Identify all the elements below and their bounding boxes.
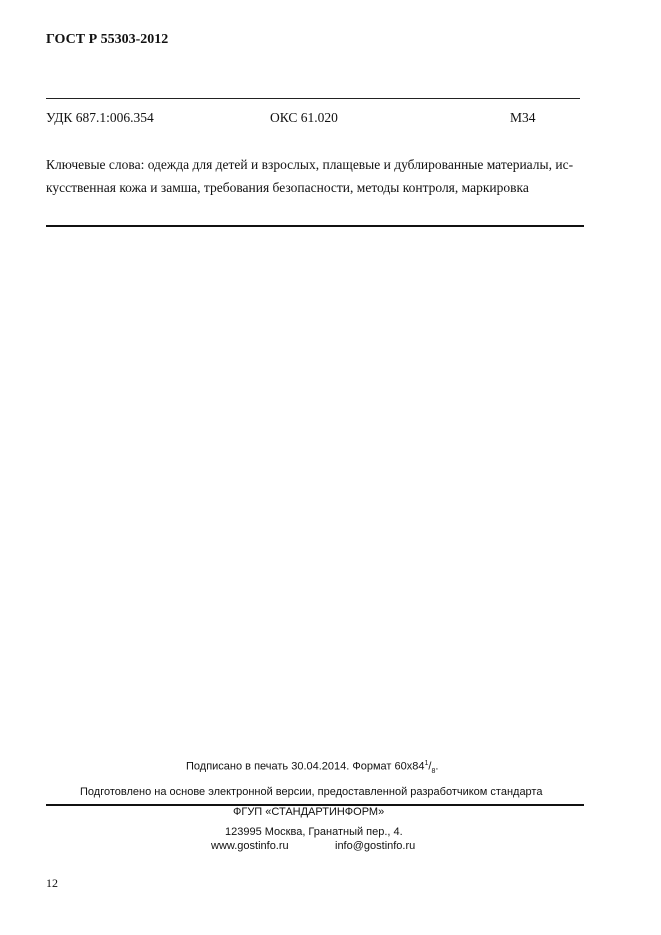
page-number: 12 — [46, 876, 58, 890]
print-signature-line: Подписано в печать 30.04.2014. Формат $60x84^1/_8$. — [186, 760, 439, 775]
header-divider — [46, 98, 580, 99]
publisher-name: ФГУП «СТАНДАРТИНФОРМ» — [233, 806, 385, 818]
group-code: М34 — [510, 110, 536, 125]
signed-text: Подписано в печать 30.04.2014. Формат 60x84 — [186, 760, 425, 773]
keywords-block — [46, 153, 586, 199]
udk-code: УДК 687.1:006.354 — [46, 110, 154, 125]
signed-suffix: . — [435, 760, 439, 773]
format-denominator: 8 — [431, 767, 436, 775]
format-numerator: 1 — [424, 760, 429, 767]
oks-code: ОКС 61.020 — [270, 110, 338, 125]
publisher-address: 123995 Москва, Гранатный пер., 4. — [225, 826, 403, 838]
prepared-note: Подготовлено на основе электронной версии, предоставленной разработчиком стандарта — [80, 786, 543, 798]
website-link[interactable]: www.gostinfo.ru — [211, 840, 289, 852]
email-link[interactable]: info@gostinfo.ru — [335, 840, 416, 852]
document-title: ГОСТ Р 55303-2012 — [46, 32, 169, 47]
keywords-bottom-rule — [46, 225, 584, 227]
keywords-line-1: Ключевые слова: одежда для детей и взрослых, плащевые и дублированные материалы, ис- — [46, 157, 574, 172]
keywords-line-2: кусственная кожа и замша, требования безопасности, методы контроля, маркировка — [46, 180, 529, 195]
